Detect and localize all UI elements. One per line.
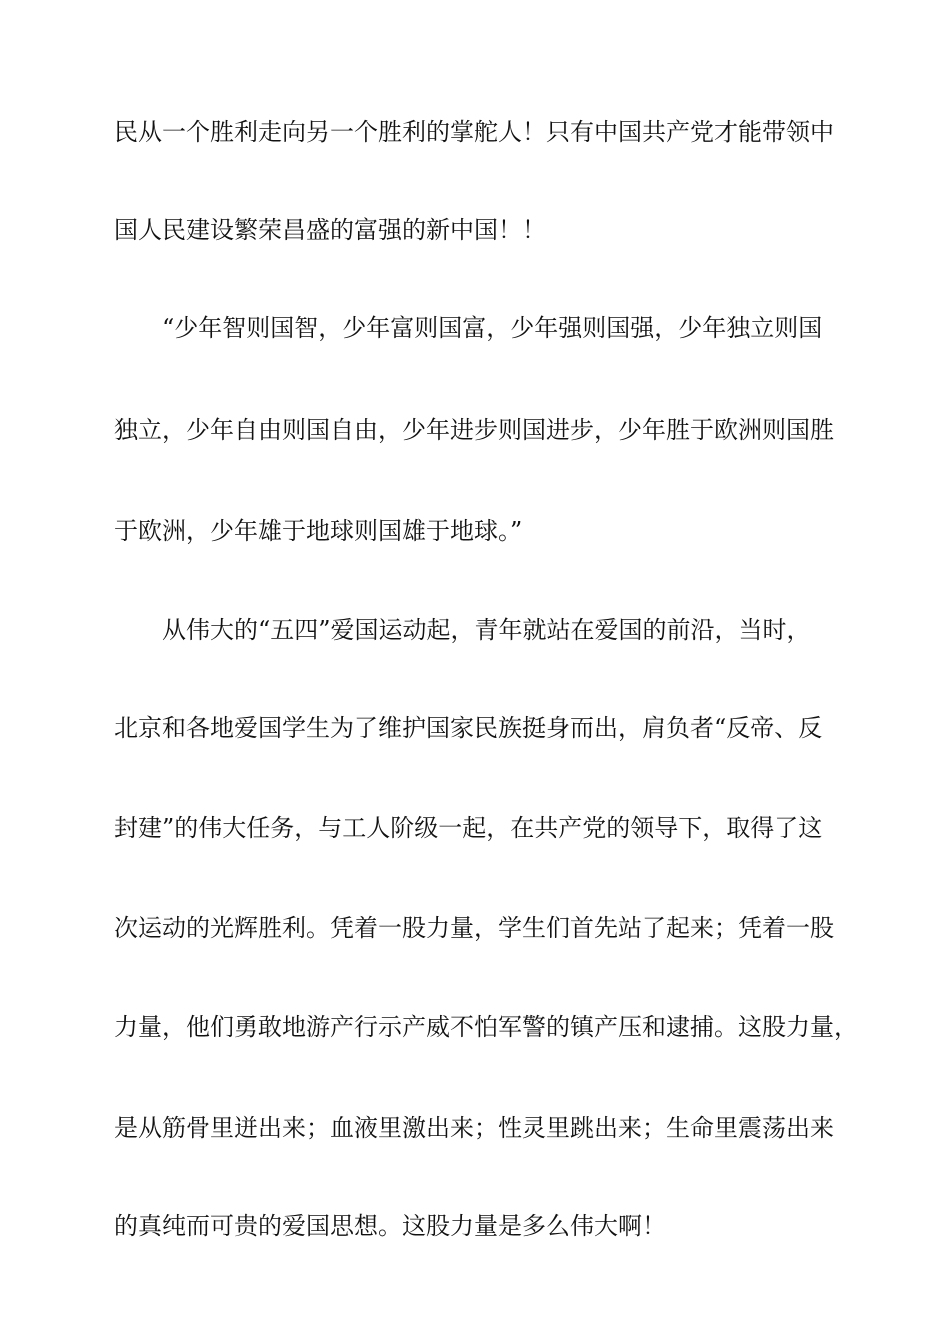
text-line-1: 民从一个胜利走向另一个胜利的掌舵人！只有中国共产党才能带领中	[114, 118, 834, 146]
text-line-8: 封建”的伟大任务，与工人阶级一起，在共产党的领导下，取得了这	[114, 814, 823, 842]
text-line-11: 是从筋骨里迸出来；血液里激出来；性灵里跳出来；生命里震荡出来	[114, 1114, 834, 1142]
text-line-4: 独立，少年自由则国自由，少年进步则国进步，少年胜于欧洲则国胜	[114, 416, 834, 444]
text-line-12: 的真纯而可贵的爱国思想。这股力量是多么伟大啊！	[114, 1212, 666, 1240]
text-line-2: 国人民建设繁荣昌盛的富强的新中国！！	[114, 216, 546, 244]
text-line-5: 于欧洲，少年雄于地球则国雄于地球。”	[114, 517, 523, 545]
text-line-7: 北京和各地爱国学生为了维护国家民族挺身而出，肩负者“反帝、反	[114, 714, 823, 742]
text-line-10: 力量，他们勇敢地游产行示产威不怕军警的镇产压和逮捕。这股力量，	[114, 1013, 858, 1041]
text-line-6: 从伟大的“五四”爱国运动起，青年就站在爱国的前沿，当时，	[162, 616, 811, 644]
text-line-3: “少年智则国智，少年富则国富，少年强则国强，少年独立则国	[162, 314, 823, 342]
text-line-9: 次运动的光辉胜利。凭着一股力量，学生们首先站了起来；凭着一股	[114, 914, 834, 942]
